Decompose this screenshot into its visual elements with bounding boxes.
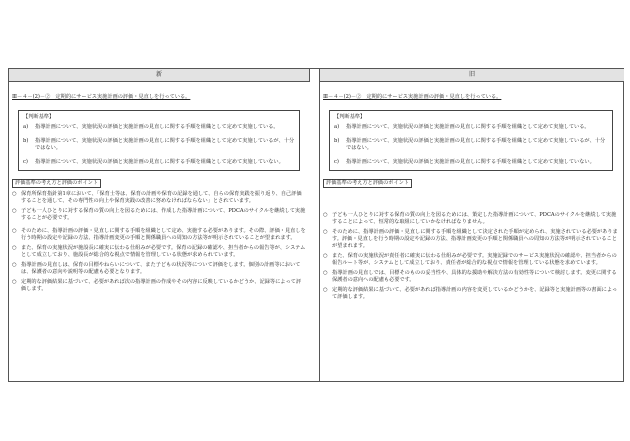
bullet-icon: ○ [12, 208, 17, 214]
criterion-text: 指導計画について、実施状況の評価と実施計画の見直しに関する手順を組織として定めて実施している。 [346, 124, 590, 130]
bullet-icon: ○ [323, 253, 328, 259]
point-text: また、保育の実施状況が施設長に確実に伝わる仕組みが必要です。保育の記録の確認や、担当者からの報告等が、システムとして成立しており、施設長が総合的な視点で情報を管理している状態が求められています。 [21, 245, 306, 258]
old-point [323, 270, 619, 284]
criterion-key: c) [334, 159, 339, 165]
old-points-title: 評価基準の考え方と評価のポイント [323, 179, 412, 188]
bullet-icon: ○ [323, 229, 328, 235]
old-criteria-title: 【判断基準】 [334, 114, 366, 120]
criterion-text: 指導計画について、実施状況の評価と実施計画の見直しに関する手順を組織として定めて実施している。 [35, 124, 279, 130]
criterion-text: 指導計画について、実施状況の評価と実施計画の見直しに関する手順を組織として定めて実施しているが、十分ではない。 [346, 138, 606, 151]
new-criterion-a [23, 124, 295, 131]
header-new: 新 [9, 69, 310, 82]
old-point [323, 229, 619, 250]
new-points-title: 評価基準の考え方と評価のポイント [12, 179, 101, 188]
point-text: そのために、指導計画の評価・見直しに関する手順を組織として定め、実施する必要があります。その際、評価・見直しを行う時期の設定や記録の方法、指導計画変更の手順と関係職員への周知の方法等が明示されていることが望まれます。 [21, 228, 306, 241]
new-criterion-b [23, 138, 295, 152]
bullet-icon: ○ [12, 228, 17, 234]
bullet-icon: ○ [323, 270, 328, 276]
bullet-icon: ○ [323, 287, 328, 293]
comparison-table [8, 68, 624, 382]
old-point [323, 287, 619, 301]
old-criterion-b [334, 138, 608, 152]
criterion-key: c) [23, 159, 28, 165]
bullet-icon: ○ [12, 245, 17, 251]
point-text: また、保育の実施状況が責任者に確実に伝わる仕組みが必要です。実施記録でのサービス実施状況の確認や、担当者からの報告ルート等が、システムとして成立しており、責任者が総合的な視点で情報を管理している状態を求めています。 [332, 253, 617, 266]
new-point [12, 279, 306, 293]
point-text: 子ども一人ひとりに対する保育の質の向上を図るためには、作成した指導計画について、PDCAのサイクルを継続して実施することが必要です。 [21, 208, 306, 221]
new-criteria-title: 【判断基準】 [23, 114, 55, 120]
new-title: Ⅲ－４－(2)－② 定期的にサービス実施計画の評価・見直しを行っている。 [12, 94, 191, 100]
old-criterion-a [334, 124, 608, 131]
old-title: Ⅲ－４－(2)－② 定期的にサービス実施計画の評価・見直しを行っている。 [323, 94, 502, 100]
criterion-text: 指導計画について、実施状況の評価と実施計画の見直しに関する手順を組織として定めて実施しているが、十分ではない。 [35, 138, 295, 151]
old-column [323, 82, 619, 301]
criterion-key: a) [334, 124, 340, 130]
old-point [323, 212, 619, 226]
point-text: 子ども一人ひとりに対する保育の質の向上を図るためには、策定した指導計画について、PDCAのサイクルを継続して実施することによって、恒常的な取組にしていかなければなりません。 [332, 212, 617, 225]
new-point [12, 262, 306, 276]
bullet-icon: ○ [323, 212, 328, 218]
column-divider [309, 69, 320, 381]
point-text: そのために、指導計画の評価・見直しに関する手順を組織として決定された手順が定められ、実施されている必要があります。評価・見直しを行う時期の設定や記録の方法、指導計画変更の手順と関係職員への周知の方法等が明示されていることが望まれます。 [332, 229, 618, 249]
point-text: 定期的な評価結果に基づいて、必要があれば指導計画の内容を変更しているかどうかを、記録等と実施計画等の書面によって評価します。 [332, 287, 618, 300]
criterion-key: a) [23, 124, 29, 130]
bullet-icon: ○ [12, 279, 17, 285]
new-point [12, 208, 306, 222]
point-text: 定期的な評価結果に基づいて、必要があれば次の指導計画の作成やその内容に反映しているかどうか、記録等によって評価します。 [21, 279, 302, 292]
criterion-key: b) [334, 138, 340, 144]
new-column [12, 82, 306, 293]
new-point [12, 191, 306, 205]
criterion-text: 指導計画について、実施状況の評価と実施計画の見直しに関する手順を組織として定めて実施していない。 [346, 159, 595, 165]
new-point [12, 245, 306, 259]
point-text: 保育所保育指針第1章において、「保育士等は、保育の計画や保育の記録を通して、自らの保育実践を振り返り、自己評価することを通して、その専門性の向上や保育実践の改善に努めなければならない」とされています。 [21, 191, 302, 204]
old-criteria-box [329, 110, 613, 171]
old-criterion-c [334, 159, 608, 166]
new-point [12, 228, 306, 242]
new-criteria-box [18, 110, 300, 171]
point-text: 指導計画の見直しでは、目標そのものの妥当性や、具体的な援助や解決方法の有効性等について検討します。変更に関する保護者の意向への配慮も必要です。 [332, 270, 617, 283]
new-criterion-c [23, 159, 295, 166]
criterion-key: b) [23, 138, 29, 144]
header-old: 旧 [319, 69, 624, 82]
criterion-text: 指導計画について、実施状況の評価と実施計画の見直しに関する手順を組織として定めて実施していない。 [35, 159, 284, 165]
old-point [323, 253, 619, 267]
bullet-icon: ○ [12, 191, 17, 197]
bullet-icon: ○ [12, 262, 17, 268]
point-text: 指導計画の見直しは、保育の目標やねらいについて、また子どもの状況等について評価をします。個別の計画等においては、保護者の意向や説明等の配慮も必要となります。 [21, 262, 301, 275]
